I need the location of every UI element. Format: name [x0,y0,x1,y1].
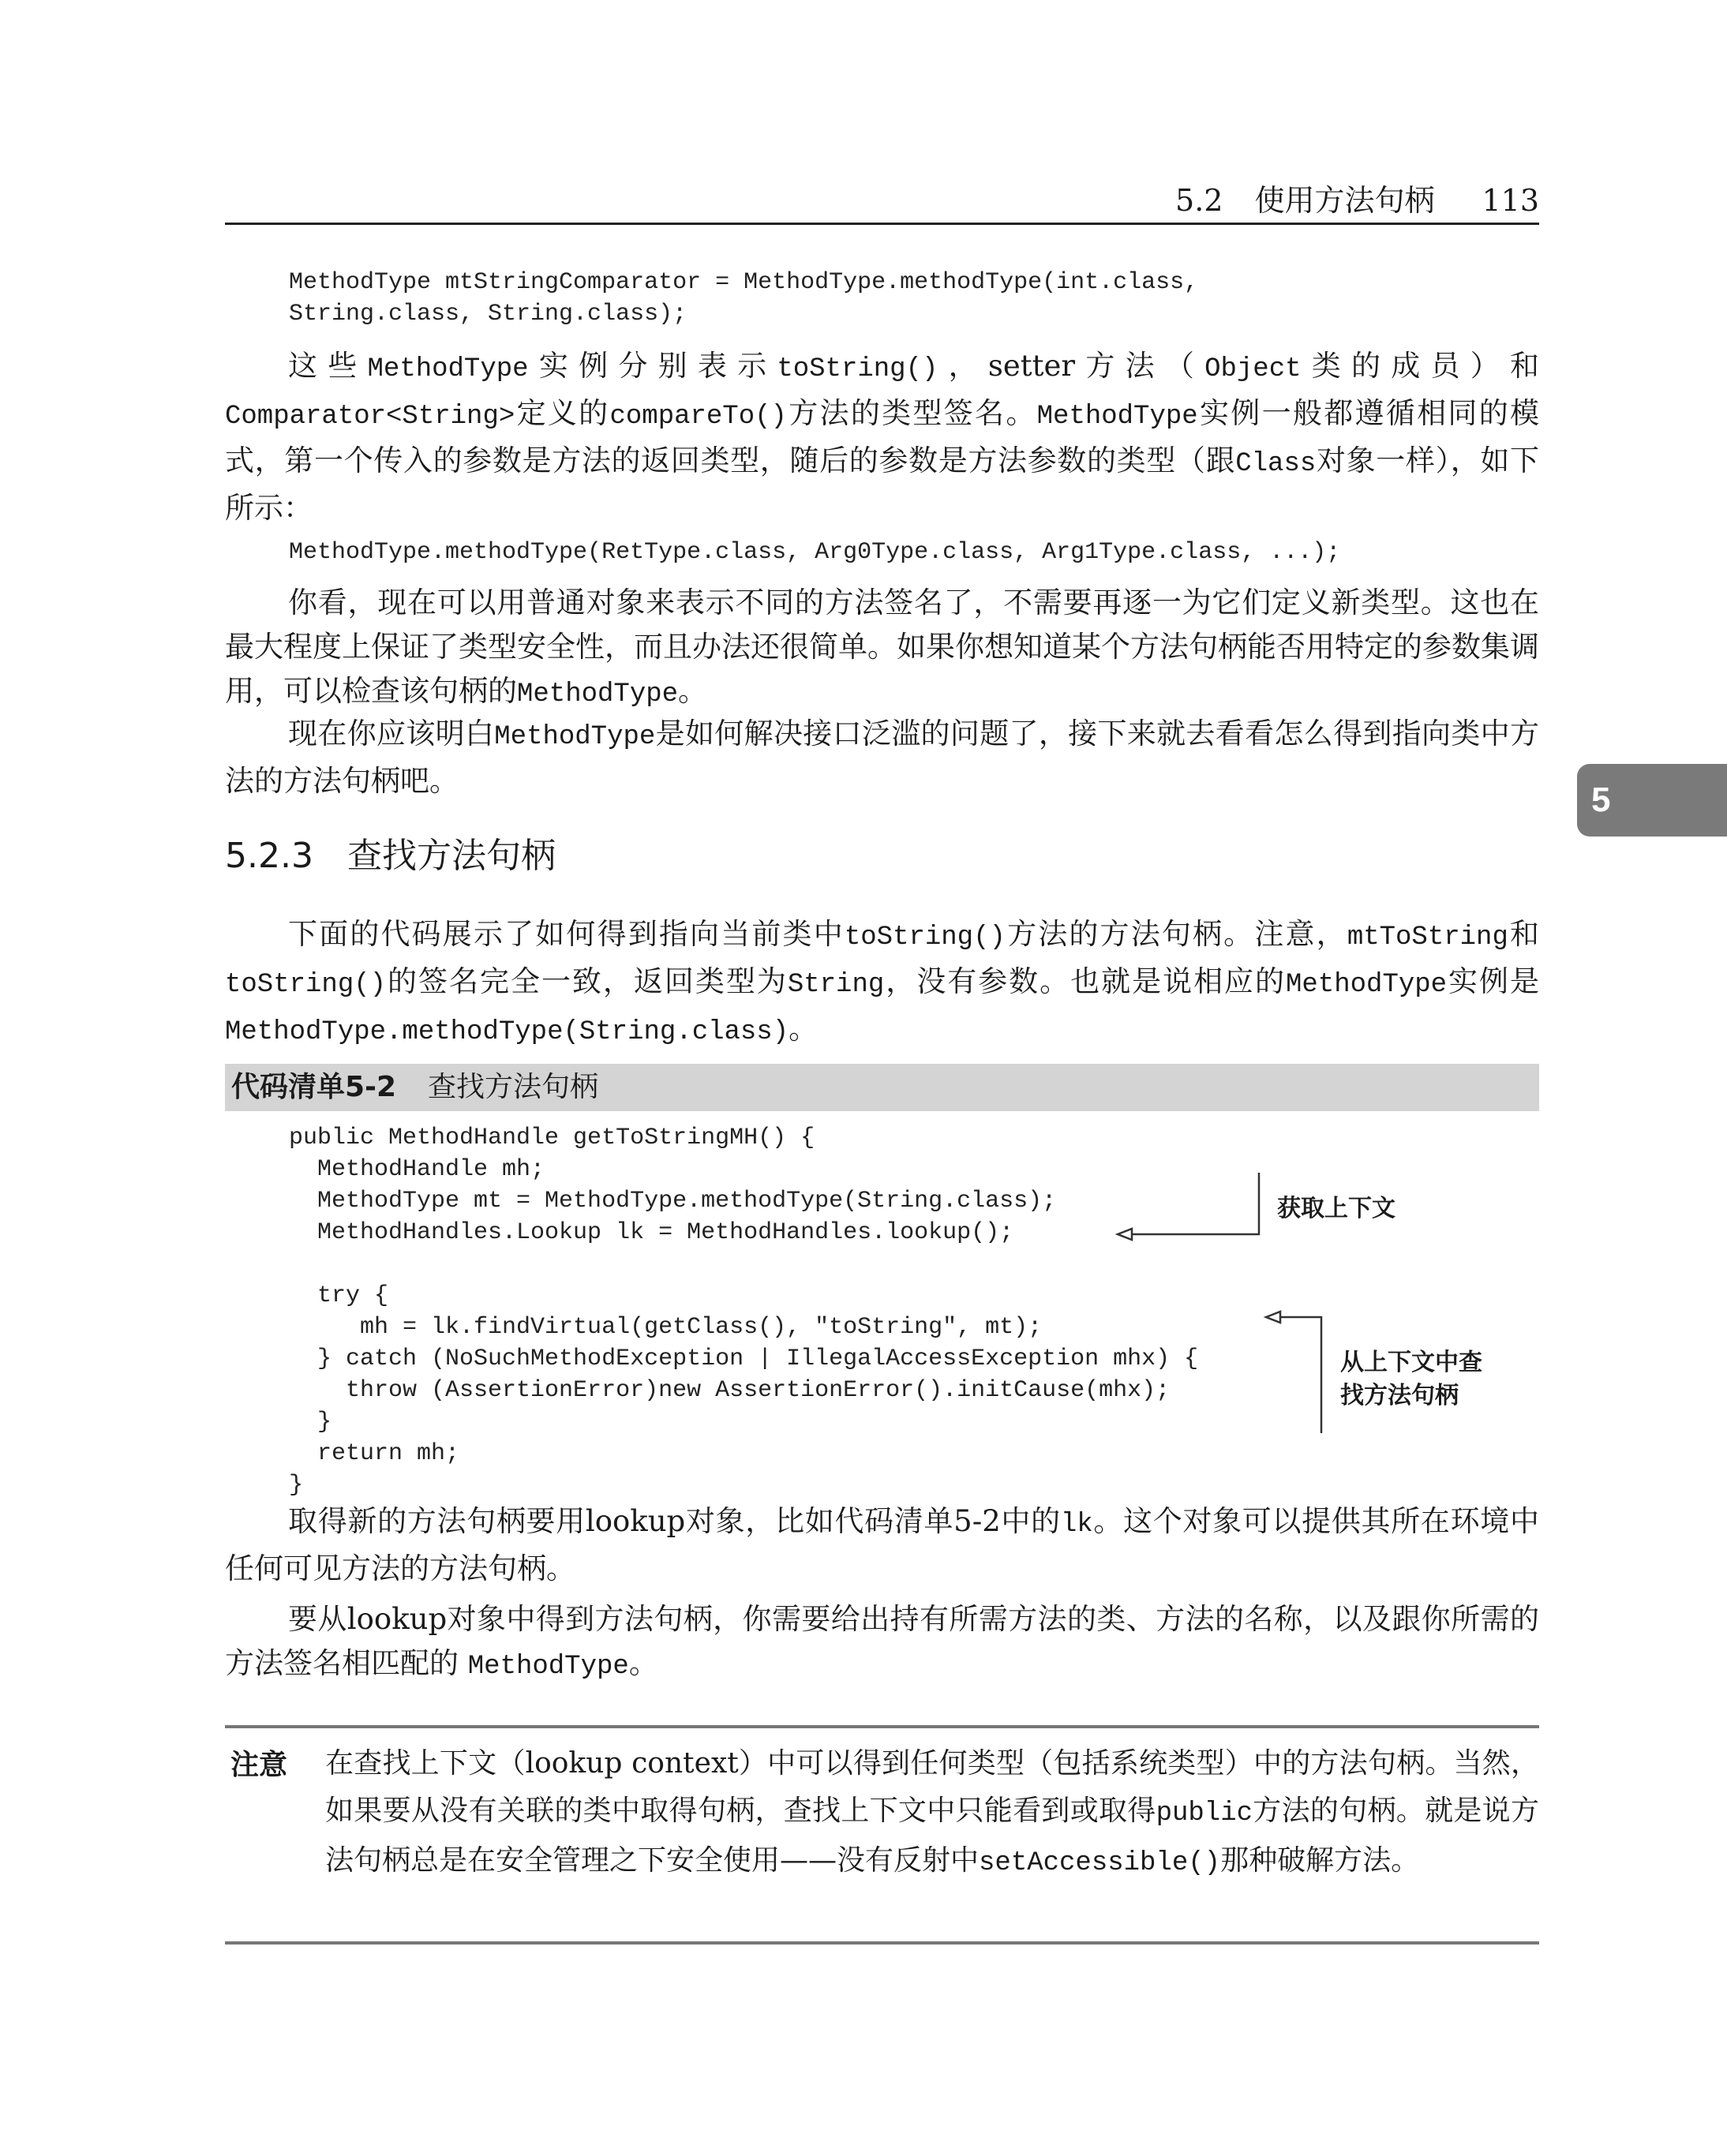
code-line: MethodType.methodType(RetType.class, Arg0Type.class, Arg1Type.class, ...); [289,539,1341,566]
paragraph-lookup-requirements: 要从lookup对象中得到方法句柄，你需要给出持有所需方法的类、方法的名称，以及跟你所需的方法签名相匹配的 MethodType。 [225,1602,1539,1682]
chapter-tab: 5 [1577,764,1727,837]
paragraph-interface-explosion: 现在你应该明白MethodType是如何解决接口泛滥的问题了，接下来就去看看怎么得到指向类中方法的方法句柄吧。 [225,717,1540,798]
code-line: String.class, String.class); [289,301,687,328]
header-section-title: 使用方法句柄 [1254,183,1435,218]
page-number: 113 [1482,183,1539,218]
code-line: } [289,1472,304,1499]
callout-arrowhead-2 [1266,1312,1280,1323]
note-label: 注意 [230,1749,288,1781]
callout-arrowhead-1 [1118,1229,1132,1240]
paragraph-lookup-object: 取得新的方法句柄要用lookup对象，比如代码清单5-2中的lk。这个对象可以提供其所在环境中任何可见方法的方法句柄。 [225,1504,1539,1585]
paragraph-tostring-handle: 下面的代码展示了如何得到指向当前类中toString()方法的方法句柄。注意，mtToString和toString()的签名完全一致，返回类型为String，没有参数。也就是说相应的MethodType实例是MethodType.methodType(String.class)。 [225,917,1540,1047]
code-line: MethodType mtStringComparator = MethodType.methodType(int.class, [289,269,1199,296]
code-line: MethodType mt = MethodType.methodType(String.class); [289,1188,1057,1215]
header-section-number: 5.2 [1175,183,1223,218]
code-line: mh = lk.findVirtual(getClass(), "toString", mt); [289,1314,1043,1341]
callout-find-handle [1340,1346,1482,1413]
callout-line: 找方法句柄 [1340,1382,1459,1409]
note-body: 在查找上下文（lookup context）中可以得到任何类型（包括系统类型）中的方法句柄。当然，如果要从没有关联的类中取得句柄，查找上下文中只能看到或取得public方法的句柄。就是说方法句柄总是在安全管理之下安全使用——没有反射中setAccessible()那种破解方法。 [325,1747,1539,1878]
note-bottom-rule [225,1941,1539,1945]
code-line: MethodHandles.Lookup lk = MethodHandles.lookup(); [289,1219,1014,1246]
code-line: return mh; [289,1440,460,1467]
code-line: } catch (NoSuchMethodException | IllegalAccessException mhx) { [289,1346,1199,1372]
section-number: 5.2.3 [225,836,313,876]
code-line: public MethodHandle getToStringMH() { [289,1125,815,1151]
listing-label: 代码清单5-2 [231,1071,397,1103]
paragraph-methodtype-instances: 这些MethodType实例分别表示toString()，setter方法（Object类的成员）和Comparator<String>定义的compareTo()方法的类型签名。MethodType实例一般都遵循相同的模式，第一个传入的参数是方法的返回类型，随后的参数是方法参数的类型（跟Class对象一样），如下所示： [225,349,1540,525]
section-title: 查找方法句柄 [347,836,556,876]
code-line: try { [289,1282,389,1309]
callout-bracket-1 [1130,1173,1259,1234]
callout-bracket-2 [1280,1317,1321,1433]
paragraph-type-safety: 你看，现在可以用普通对象来表示不同的方法签名了，不需要再逐一为它们定义新类型。这也在最大程度上保证了类型安全性，而且办法还很简单。如果你想知道某个方法句柄能否用特定的参数集调用，可以检查该句柄的MethodType。 [225,586,1539,709]
code-line: throw (AssertionError)new AssertionError().initCause(mhx); [289,1377,1171,1404]
note-top-rule [225,1725,1539,1728]
listing-title: 查找方法句柄 [428,1071,599,1103]
code-line: MethodHandle mh; [289,1156,545,1183]
code-line: } [289,1409,332,1435]
callout-line: 从上下文中查 [1340,1349,1482,1376]
callout-get-context: 获取上下文 [1277,1195,1395,1222]
